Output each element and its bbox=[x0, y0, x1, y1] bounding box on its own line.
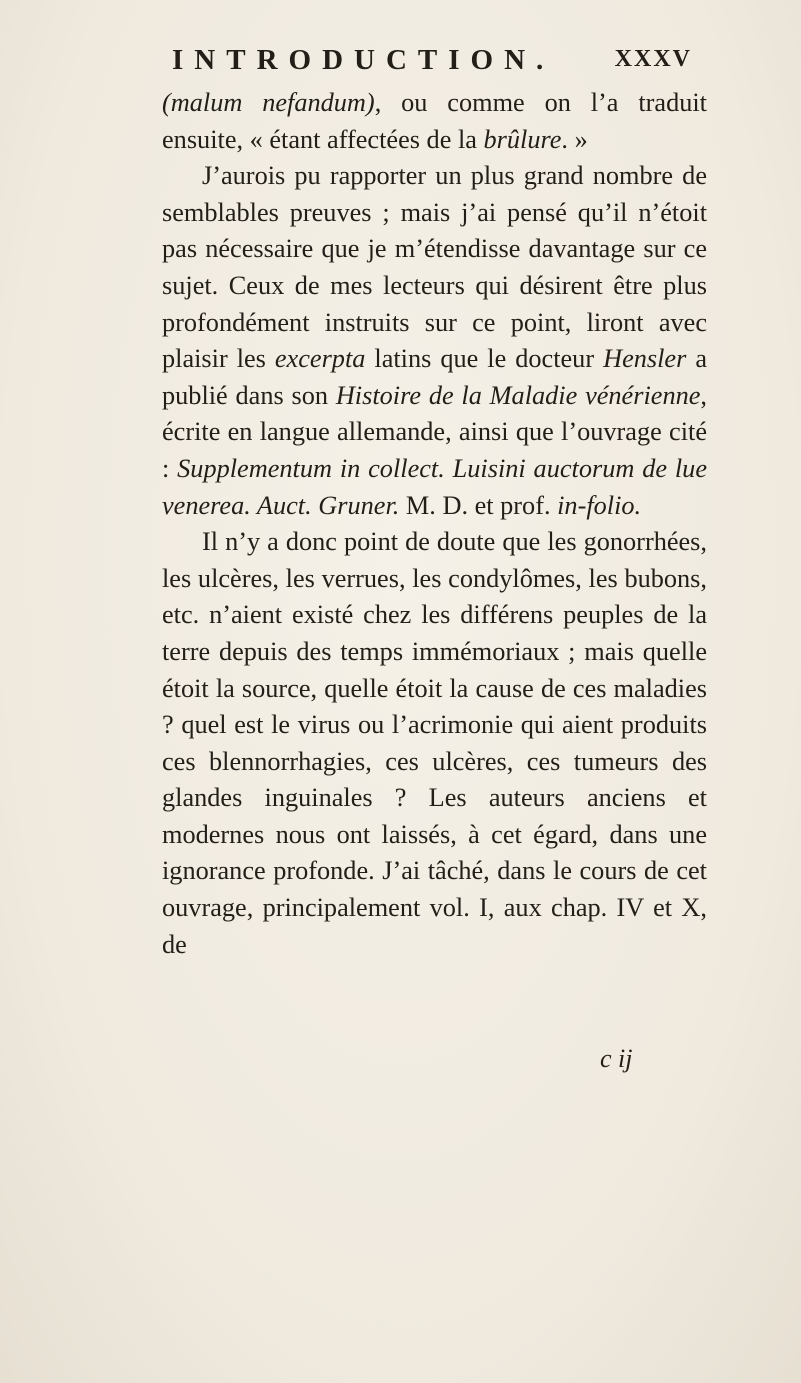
text-segment: brûlure bbox=[483, 124, 562, 154]
body-text bbox=[162, 85, 707, 963]
catchword: c ij bbox=[600, 1044, 633, 1073]
text-segment: Hensler bbox=[603, 344, 687, 374]
text-segment: M. D. et prof. bbox=[399, 490, 558, 520]
text-segment: latins que le docteur bbox=[365, 344, 604, 374]
paragraph-2 bbox=[162, 158, 707, 524]
text-segment: Il n’y a donc point de doute que les gonorrhées, les ulcères, les verrues, les condylômes, les bubons, etc. n’aient existé chez les différens peuples de la terre depuis des temps immémoriaux ; mais quelle étoit la source, quelle étoit la cause de ces maladies ? quel est le virus ou l’acrimonie qui aient produits ces blennorrhagies, ces ulcères, ces tumeurs des glandes inguinales ? Les auteurs anciens et modernes nous ont laissés, à cet égard, dans une ignorance profonde. J’ai tâché, dans le cours de cet ouvrage, principalement vol. I, aux chap. IV et X, de bbox=[162, 527, 707, 959]
text-segment: Supplementum in collect. Luisini auctorum de lue venerea. Auct. Gruner. bbox=[162, 453, 707, 520]
text-segment: J’aurois pu rapporter un plus grand nombre de semblables preuves ; mais j’ai pensé qu’il n’étoit pas nécessaire que je m’étendisse davantage sur ce sujet. Ceux de mes lecteurs qui désirent être plus profondément instruits sur ce point, liront avec plaisir les bbox=[162, 161, 707, 374]
paragraph-1 bbox=[162, 85, 707, 158]
text-segment: excerpta bbox=[274, 344, 366, 374]
text-segment: (malum nefandum) bbox=[162, 88, 375, 117]
page-number: XXXV bbox=[614, 46, 692, 72]
text-segment: , ou comme on l’a traduit ensuite, « étant affectées de la bbox=[162, 88, 707, 154]
paragraph-3 bbox=[162, 524, 707, 963]
text-segment: , écrite en langue allemande, ainsi que l’ouvrage cité : bbox=[162, 380, 707, 483]
text-segment: Histoire de la Maladie vénérienne bbox=[335, 380, 701, 410]
text-segment: . » bbox=[561, 124, 588, 154]
running-header bbox=[172, 44, 692, 84]
text-segment: in-folio. bbox=[557, 490, 642, 520]
text-segment: a publié dans son bbox=[162, 344, 707, 410]
running-title: INTRODUCTION. bbox=[172, 44, 555, 76]
